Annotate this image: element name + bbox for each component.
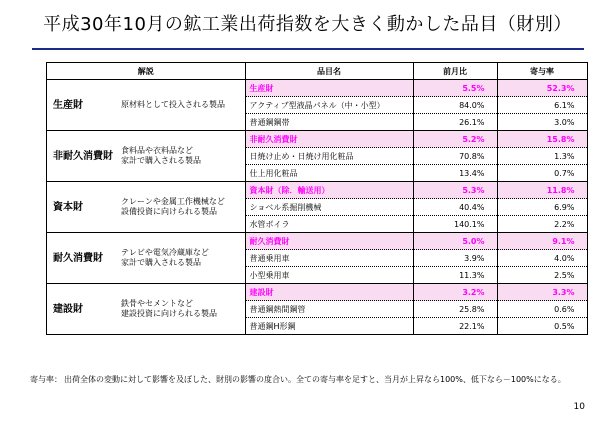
contribution-rate: 0.7% xyxy=(497,165,587,182)
description-line: 家計で購入される製品 xyxy=(121,258,201,267)
item-name: 資本財（除．輸送用） xyxy=(245,182,413,199)
description-line: 建設投資に向けられる製品 xyxy=(121,309,217,318)
page-title: 平成30年10月の鉱工業出荷指数を大きく動かした品目（財別） xyxy=(43,14,572,35)
category-description xyxy=(117,80,245,131)
contribution-rate: 0.6% xyxy=(497,301,587,318)
description-line: 食料品や衣料品など xyxy=(121,146,193,155)
footnote-label: 寄与率： xyxy=(30,375,62,384)
prev-month-change: 5.5% xyxy=(413,80,497,97)
header-desc: 解説 xyxy=(47,63,246,80)
category-label: 資本財 xyxy=(47,182,118,233)
item-name: 耐久消費財 xyxy=(245,233,413,250)
contribution-rate: 52.3% xyxy=(497,80,587,97)
item-name: 普通乗用車 xyxy=(245,250,413,267)
item-name: 建設財 xyxy=(245,284,413,301)
header-contribution: 寄与率 xyxy=(497,63,587,80)
category-label: 生産財 xyxy=(47,80,118,131)
item-name: 小型乗用車 xyxy=(245,267,413,284)
item-name: 普通鋼熱間鋼管 xyxy=(245,301,413,318)
item-name: 仕上用化粧品 xyxy=(245,165,413,182)
description-line: 鉄骨やセメントなど xyxy=(121,299,193,308)
prev-month-change: 3.9% xyxy=(413,250,497,267)
prev-month-change: 5.3% xyxy=(413,182,497,199)
group-total-row xyxy=(47,233,588,250)
item-name: 水管ボイラ xyxy=(245,216,413,233)
table-header-row xyxy=(47,63,588,80)
contribution-rate: 6.9% xyxy=(497,199,587,216)
prev-month-change: 40.4% xyxy=(413,199,497,216)
contribution-rate: 11.8% xyxy=(497,182,587,199)
prev-month-change: 70.8% xyxy=(413,148,497,165)
prev-month-change: 140.1% xyxy=(413,216,497,233)
item-name: 普通鋼H形鋼 xyxy=(245,318,413,335)
title-underline xyxy=(32,48,584,50)
description-line: 家計で購入される製品 xyxy=(121,156,201,165)
item-name: 非耐久消費財 xyxy=(245,131,413,148)
group-total-row xyxy=(47,80,588,97)
contribution-rate: 9.1% xyxy=(497,233,587,250)
prev-month-change: 84.0% xyxy=(413,97,497,114)
prev-month-change: 25.8% xyxy=(413,301,497,318)
header-prev-month: 前月比 xyxy=(413,63,497,80)
prev-month-change: 5.0% xyxy=(413,233,497,250)
prev-month-change: 5.2% xyxy=(413,131,497,148)
contribution-rate: 0.5% xyxy=(497,318,587,335)
contribution-rate: 3.0% xyxy=(497,114,587,131)
page-number: 10 xyxy=(573,402,585,412)
prev-month-change: 13.4% xyxy=(413,165,497,182)
group-total-row xyxy=(47,131,588,148)
contribution-rate: 2.2% xyxy=(497,216,587,233)
contribution-rate: 2.5% xyxy=(497,267,587,284)
prev-month-change: 26.1% xyxy=(413,114,497,131)
shipment-index-table xyxy=(46,62,588,335)
description-line: 設備投資に向けられる製品 xyxy=(121,207,217,216)
category-label: 耐久消費財 xyxy=(47,233,118,284)
header-item: 品目名 xyxy=(245,63,413,80)
description-line: 原材料として投入される製品 xyxy=(121,100,225,109)
category-description xyxy=(117,131,245,182)
contribution-rate: 1.3% xyxy=(497,148,587,165)
contribution-rate: 6.1% xyxy=(497,97,587,114)
contribution-rate: 4.0% xyxy=(497,250,587,267)
footnote xyxy=(30,374,590,385)
item-name: 日焼け止め・日焼け用化粧品 xyxy=(245,148,413,165)
item-name: アクティブ型液晶パネル（中・小型） xyxy=(245,97,413,114)
description-line: クレーンや金属工作機械など xyxy=(121,197,225,206)
prev-month-change: 11.3% xyxy=(413,267,497,284)
group-total-row xyxy=(47,182,588,199)
category-description xyxy=(117,182,245,233)
table-body xyxy=(47,80,588,335)
category-description xyxy=(117,284,245,335)
category-label: 非耐久消費財 xyxy=(47,131,118,182)
category-description xyxy=(117,233,245,284)
footnote-text: 出荷全体の変動に対して影響を及ぼした、財別の影響の度合い。全ての寄与率を足すと、当月が上昇なら100%、低下なら－100%になる。 xyxy=(64,375,566,384)
item-name: ショベル系掘削機械 xyxy=(245,199,413,216)
prev-month-change: 22.1% xyxy=(413,318,497,335)
prev-month-change: 3.2% xyxy=(413,284,497,301)
contribution-rate: 15.8% xyxy=(497,131,587,148)
category-label: 建設財 xyxy=(47,284,118,335)
group-total-row xyxy=(47,284,588,301)
item-name: 普通鋼鋼帯 xyxy=(245,114,413,131)
item-name: 生産財 xyxy=(245,80,413,97)
contribution-rate: 3.3% xyxy=(497,284,587,301)
description-line: テレビや電気冷蔵庫など xyxy=(121,248,209,257)
